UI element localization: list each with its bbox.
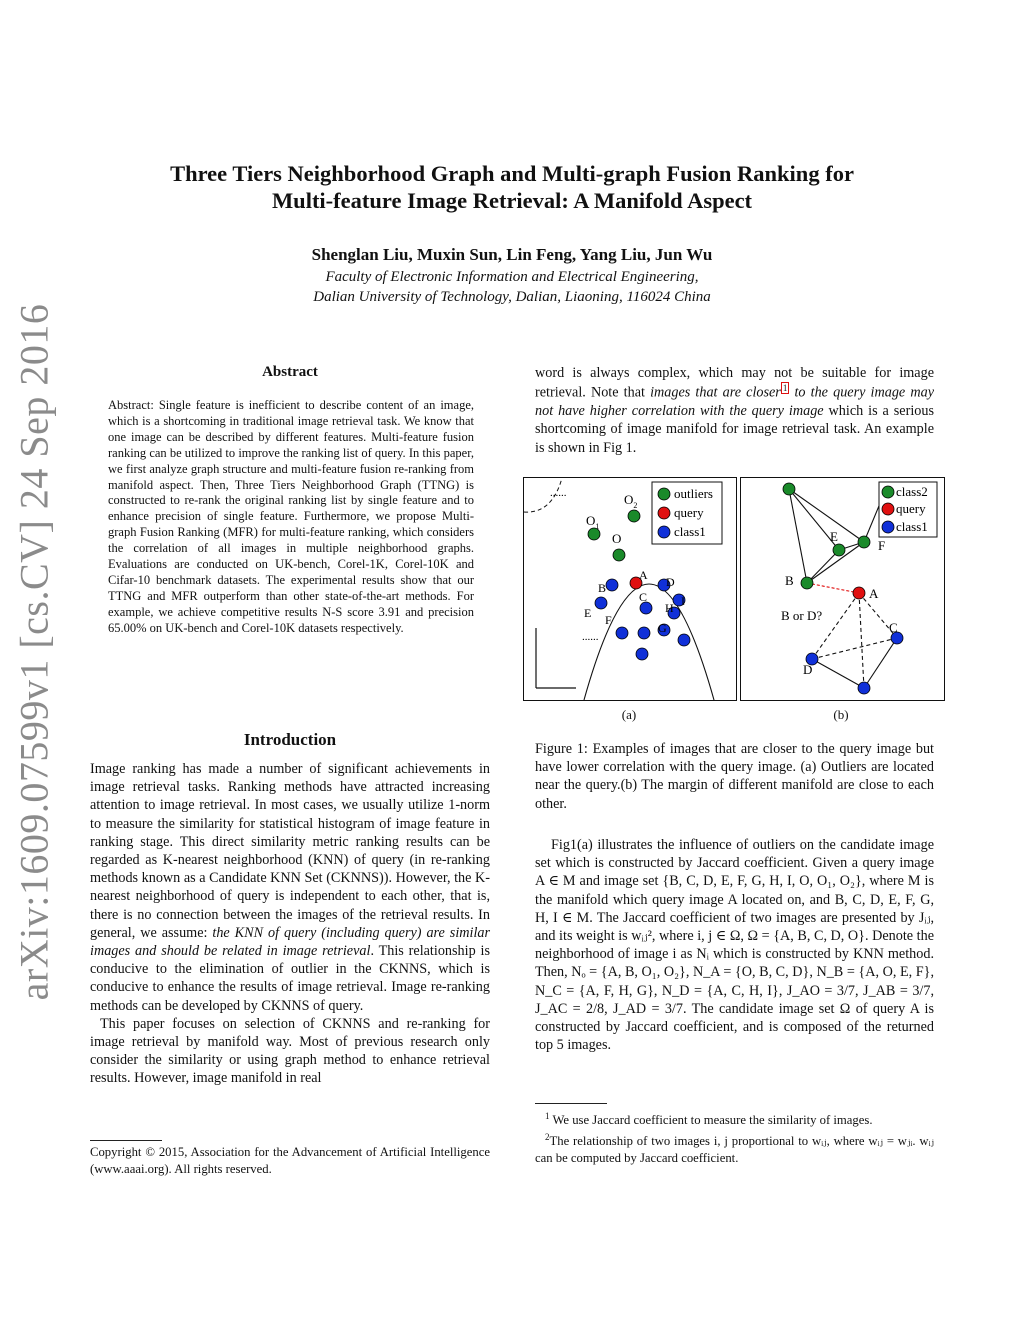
label-C: C bbox=[639, 590, 648, 604]
figure-a-svg bbox=[524, 478, 736, 700]
label-O: O bbox=[612, 531, 622, 546]
legend-b-query-dot bbox=[882, 503, 894, 515]
legend-b-class2: class2 bbox=[896, 484, 928, 499]
figure-panel-a bbox=[523, 477, 737, 701]
point-b-F bbox=[858, 536, 870, 548]
intro-heading: Introduction bbox=[243, 730, 337, 749]
label-b-A: A bbox=[869, 586, 879, 601]
edge-D-bottom bbox=[812, 659, 864, 688]
point-O bbox=[613, 549, 625, 561]
point-extra-3 bbox=[678, 634, 690, 646]
copyright-rule bbox=[90, 1140, 162, 1141]
edge-1 bbox=[789, 489, 807, 583]
edge-A-bottom bbox=[859, 593, 864, 688]
authors: Shenglan Liu, Muxin Sun, Lin Feng, Yang Liu, Jun Wu bbox=[311, 245, 713, 264]
dots-a1: ...... bbox=[550, 487, 567, 499]
intro-paragraph-1: Image ranking has made a number of significant achievements in image retrieval tasks. Ranking methods have attracted increasing attention to image retrieval. In most cases, we usually utilize 1-norm to measure the similarity for statistical histogram of image feature in ranking stage. This direct similarity metric ranking results can be regarded as K-nearest neighborhood (KNN) of query (in re-ranking methods known as a Candidate KNN Set (CKNNS)). However, the K-nearest neighborhood of query is independent to each other, that is, there is no connection between the images of the retrieval results. In general, we assume: the KNN of query (including query) are similar images and should be related in image retrieval. This relationship is conducive to the elimination of outlier in the CKNNS, which is conducive to enhance the results of image retrieval. Image re-ranking methods can be developed by CKNNS of query. bbox=[90, 761, 491, 1014]
panel-a-label: (a) bbox=[621, 707, 637, 722]
right-paragraph-1: word is always complex, which may not be suitable for image retrieval. Note that images that are closer 1 to the query image may not have higher correlation with the query image which is a serious shortcoming of image manifold for image retrieval task. An example is shown in Fig 1. bbox=[535, 365, 934, 456]
intro-paragraph-2: This paper focuses on selection of CKNNS and re-ranking for image retrieval by manifold way. Most of previous research only consider the similarity or using graph method to enhance retrieval results. However, image manifold in real bbox=[90, 1015, 490, 1087]
point-b-A bbox=[853, 587, 865, 599]
edge-C-bottom bbox=[864, 638, 897, 688]
label-F: F bbox=[605, 613, 612, 627]
legend-a-outliers-dot bbox=[658, 488, 670, 500]
figure-caption: Figure 1: Examples of images that are closer to the query image but have lower correlation with the query image. (a) Outliers are located near the query.(b) The margin of different manifold are close to each other. bbox=[535, 741, 934, 812]
footnotes bbox=[535, 1108, 934, 1167]
right-column-intro bbox=[535, 364, 934, 457]
footnote-2: $^2$The relationship of two images i, j proportional to wᵢⱼ, where wᵢⱼ = wⱼᵢ. wᵢⱼ can be computed by Jaccard coefficient. bbox=[535, 1132, 934, 1166]
paper-title bbox=[100, 160, 924, 214]
affiliation-line-1: Faculty of Electronic Information and Electrical Engineering, bbox=[325, 269, 699, 285]
arxiv-stamp bbox=[4, 303, 64, 1001]
fig1-paragraph: Fig1(a) illustrates the influence of outliers on the candidate image set which is constructed by Jaccard coefficient. Given a query image A ∈ M and image set {B, C, D, E, F, G, H, I, O, O₁, O₂}, where M is the manifold which query image A located on, and B, C, D, E, F, G, H, I ∈ M. The Jaccard coefficient of two images are presented by Jᵢⱼ, and its weight is wᵢⱼ², where i, j ∈ Ω, Ω = {A, B, C, D, O}. Denote the neighborhood of image i as Nᵢ which is constructed by KNN method. Then, Nₒ = {A, B, O₁, O₂}, N_A = {O, B, C, D}, N_B = {A, O, E, F}, N_C = {A, F, H, G}, N_D = {A, C, H, I}, J_AO = 3/7, J_AB = 3/7, J_AC = 2/8, J_AD = 3/7. The candidate image set Ω of query A is constructed by Jaccard coefficient, and is composed of the returned top 5 images. bbox=[535, 837, 934, 1054]
intro-body bbox=[90, 760, 490, 1088]
point-b-top bbox=[783, 483, 795, 495]
legend-a-class1: class1 bbox=[674, 524, 706, 539]
label-E: E bbox=[584, 606, 592, 620]
label-G: G bbox=[658, 621, 667, 635]
title-line-1: Three Tiers Neighborhood Graph and Multi-graph Fusion Ranking for bbox=[170, 161, 854, 186]
point-b-B bbox=[801, 577, 813, 589]
affiliation-line-2: Dalian University of Technology, Dalian, Liaoning, 116024 China bbox=[313, 289, 711, 305]
legend-b-query: query bbox=[896, 501, 926, 516]
fig1-explanation bbox=[535, 836, 934, 1054]
point-O2 bbox=[628, 510, 640, 522]
title-line-2: Multi-feature Image Retrieval: A Manifold Aspect bbox=[271, 188, 753, 213]
legend-b-class1-dot bbox=[882, 521, 894, 533]
point-extra-1 bbox=[638, 627, 650, 639]
legend-a-query-dot bbox=[658, 507, 670, 519]
abstract-heading: Abstract bbox=[262, 364, 318, 380]
panel-b-label: (b) bbox=[833, 707, 849, 722]
arxiv-id: arXiv:1609.07599v1 [cs.CV] 24 Sep 2016 bbox=[11, 303, 57, 1001]
figure-panel-b bbox=[740, 477, 945, 701]
point-B bbox=[606, 579, 618, 591]
label-A: A bbox=[639, 568, 648, 582]
abstract-text: Abstract: Single feature is inefficient to describe content of an image, which is a shortcoming in traditional image retrieval task. We know that one image can be described by different features. Multi-feature fusion ranking can be utilized to improve the ranking list of query. In this paper, we first analyze graph structure and multi-feature fusion re-ranking from manifold aspect. Then, Three Tiers Neighborhood Graph (TTNG) is constructed to re-rank the original ranking list by single feature and to enhance precision of single feature. Furthermore, we propose Multi-graph Fusion Ranking (MFR) for multi-feature ranking, which considers the correlation of all images in multiple neighborhood graphs. Evaluations are conducted on UK-bench, Corel-1K, Corel-10K and Cifar-10 benchmark datasets. The experimental results show that our TTNG and MFR outperform than other state-of-the-art methods. For example, we achieve competitive results N-S score 3.91 and precision 65.00% on UK-bench and Corel-10K datasets respectively. bbox=[108, 398, 474, 635]
legend-a-outliers: outliers bbox=[674, 486, 713, 501]
legend-b-class2-dot bbox=[882, 486, 894, 498]
figure-b-svg bbox=[741, 478, 944, 700]
point-b-bottom bbox=[858, 682, 870, 694]
footnote-rule bbox=[535, 1103, 607, 1104]
affiliation bbox=[100, 267, 924, 307]
label-I: I bbox=[681, 594, 685, 608]
label-O2: $O_2$ bbox=[624, 492, 638, 510]
footnote-ref-1[interactable]: 1 bbox=[782, 383, 788, 394]
point-extra-2 bbox=[636, 648, 648, 660]
label-D: D bbox=[666, 575, 675, 589]
legend-a-class1-dot bbox=[658, 526, 670, 538]
edge-A-D bbox=[812, 593, 859, 659]
label-b-F: F bbox=[878, 538, 886, 553]
label-b-C: C bbox=[889, 620, 898, 635]
label-b-B: B bbox=[785, 573, 794, 588]
point-b-E bbox=[833, 544, 845, 556]
copyright-notice: Copyright © 2015, Association for the Advancement of Artificial Intelligence (www.aaai.org). All rights reserved. bbox=[90, 1145, 490, 1176]
point-E bbox=[595, 597, 607, 609]
label-O1: $O_1$ bbox=[586, 513, 600, 531]
label-H: H bbox=[665, 601, 674, 615]
edge-B-A bbox=[807, 583, 859, 593]
b-question: B or D? bbox=[781, 608, 823, 623]
label-b-D: D bbox=[803, 662, 813, 677]
label-B: B bbox=[598, 581, 607, 595]
edge-4 bbox=[807, 550, 839, 583]
point-F bbox=[616, 627, 628, 639]
legend-a-query: query bbox=[674, 505, 704, 520]
legend-b-class1: class1 bbox=[896, 519, 928, 534]
footnote-1: $^1$ We use Jaccard coefficient to measure the similarity of images. bbox=[545, 1111, 873, 1128]
dots-a2: ...... bbox=[582, 631, 599, 643]
label-b-E: E bbox=[830, 529, 838, 544]
